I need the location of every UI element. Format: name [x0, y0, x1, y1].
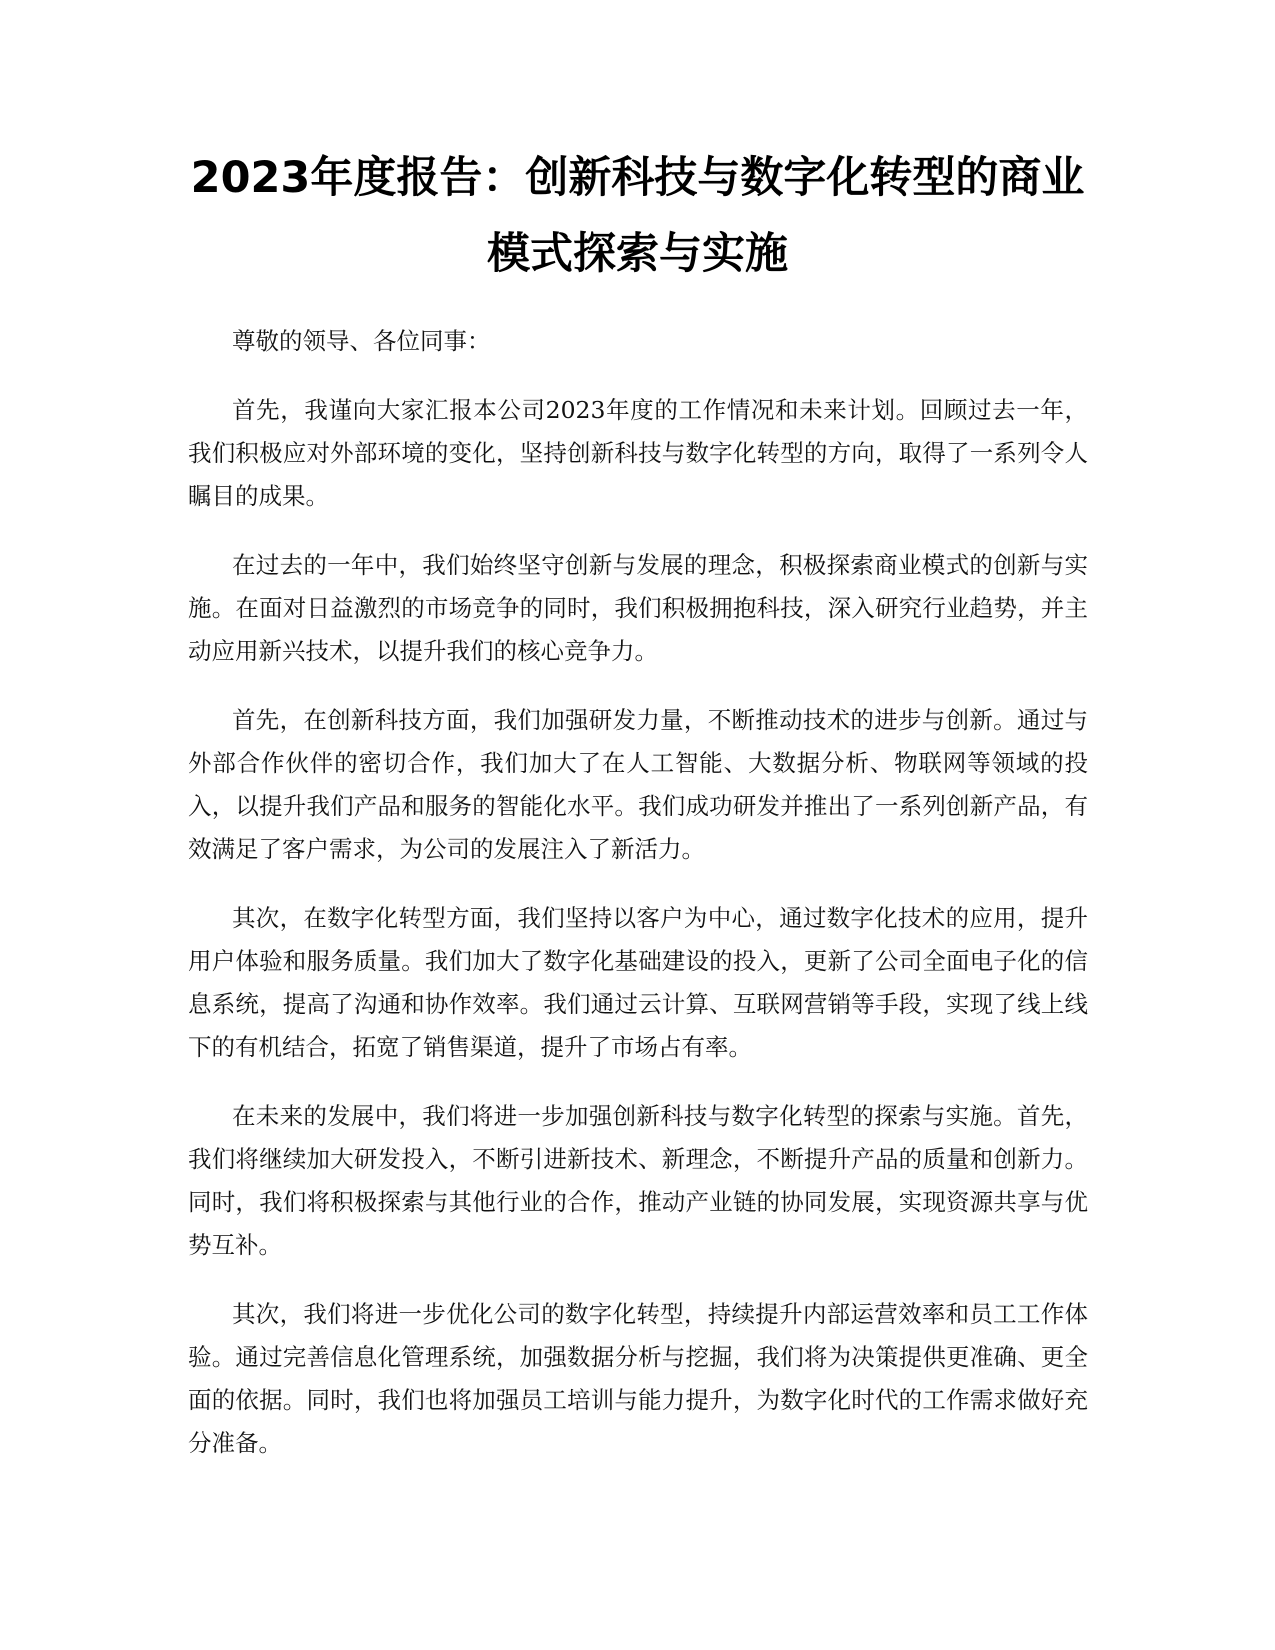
paragraph-4: 其次，在数字化转型方面，我们坚持以客户为中心，通过数字化技术的应用，提升用户体验和服务质量。我们加大了数字化基础建设的投入，更新了公司全面电子化的信息系统，提高了沟通和协作效率。我们通过云计算、互联网营销等手段，实现了线上线下的有机结合，拓宽了销售渠道，提升了市场占有率。 — [188, 904, 1088, 1061]
paragraph-2: 在过去的一年中，我们始终坚守创新与发展的理念，积极探索商业模式的创新与实施。在面对日益激烈的市场竞争的同时，我们积极拥抱科技，深入研究行业趋势，并主动应用新兴技术，以提升我们的核心竞争力。 — [188, 551, 1088, 665]
paragraph-3: 首先，在创新科技方面，我们加强研发力量，不断推动技术的进步与创新。通过与外部合作伙伴的密切合作，我们加大了在人工智能、大数据分析、物联网等领域的投入，以提升我们产品和服务的智能化水平。我们成功研发并推出了一系列创新产品，有效满足了客户需求，为公司的发展注入了新活力。 — [188, 706, 1088, 863]
paragraph-6: 其次，我们将进一步优化公司的数字化转型，持续提升内部运营效率和员工工作体验。通过完善信息化管理系统，加强数据分析与挖掘，我们将为决策提供更准确、更全面的依据。同时，我们也将加强员工培训与能力提升，为数字化时代的工作需求做好充分准备。 — [188, 1300, 1088, 1457]
document-title: 2023年度报告：创新科技与数字化转型的商业模式探索与实施 — [190, 153, 1085, 279]
paragraph-5: 在未来的发展中，我们将进一步加强创新科技与数字化转型的探索与实施。首先，我们将继续加大研发投入，不断引进新技术、新理念，不断提升产品的质量和创新力。同时，我们将积极探索与其他行业的合作，推动产业链的协同发展，实现资源共享与优势互补。 — [188, 1102, 1088, 1259]
paragraph-1: 首先，我谨向大家汇报本公司2023年度的工作情况和未来计划。回顾过去一年，我们积极应对外部环境的变化，坚持创新科技与数字化转型的方向，取得了一系列令人瞩目的成果。 — [188, 396, 1088, 510]
document-body — [188, 320, 1088, 1491]
salutation: 尊敬的领导、各位同事： — [232, 327, 491, 355]
